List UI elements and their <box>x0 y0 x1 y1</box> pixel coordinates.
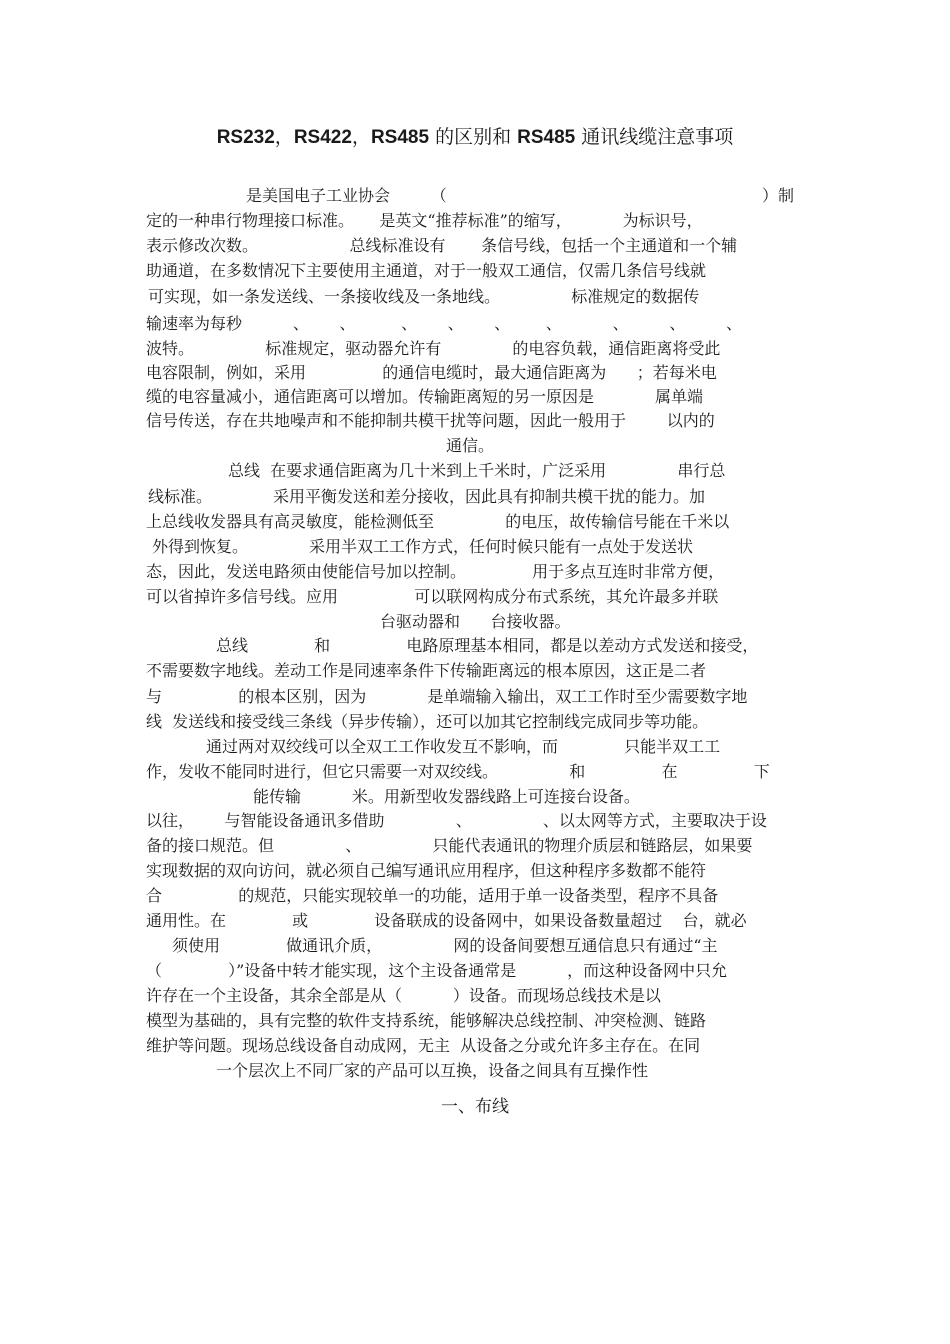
body-line: 通信。 <box>446 436 495 455</box>
body-line: 备的接口规范。但 、 只能代表通讯的物理介质层和链路层，如果要 <box>146 836 753 855</box>
body-line: 助通道，在多数情况下主要使用主通道，对于一般双工通信，仅需几条信号线就 <box>146 261 707 280</box>
body-line: 总线 在要求通信距离为几十米到上千米时，广泛采用 串行总 <box>228 461 726 480</box>
body-line: 维护等问题。现场总线设备自动成网，无主 从设备之分或允许多主存在。在同 <box>146 1036 701 1055</box>
body-line: 通过两对双绞线可以全双工工作收发互不影响，而 只能半双工工 <box>206 737 721 756</box>
body-line: 台驱动器和 台接收器。 <box>380 612 571 631</box>
body-line: 与 的根本区别，因为 是单端输入输出，双工工作时至少需要数字地 <box>146 687 748 706</box>
body-line: 作，发收不能同时进行，但它只需要一对双绞线。 和 在 下 <box>146 762 770 781</box>
body-line: 总线 和 电路原理基本相同，都是以差动方式发送和接受， <box>216 636 759 655</box>
body-line: 可实现，如一条发送线、一条接收线及一条地线。 标准规定的数据传 <box>148 287 700 306</box>
body-line: 实现数据的双向访问，就必须自己编写通讯应用程序，但这种程序多数都不能符 <box>146 861 707 880</box>
body-line: 态，因此，发送电路须由使能信号加以控制。 用于多点互连时非常方便， <box>146 562 725 581</box>
body-line: 须使用 做通讯介质， 网的设备间要想互通信息只有通过“主 <box>172 936 718 955</box>
section-heading: 一、布线 <box>441 1097 509 1117</box>
title-part: RS485 <box>517 127 576 148</box>
body-line: 外得到恢复。 采用半双工工作方式，任何时候只能有一点处于发送状 <box>152 537 694 556</box>
body-line: 模型为基础的，具有完整的软件支持系统，能够解决总线控制、冲突检测、链路 <box>146 1011 707 1030</box>
body-line: 以往， 与智能设备通讯多借助 、 、以太网等方式，主要取决于设 <box>146 811 767 830</box>
document-title <box>0 124 950 151</box>
body-line: 缆的电容量减小，通信距离可以增加。传输距离短的另一原因是 属单端 <box>146 387 704 406</box>
body-line: 线 发送线和接受线三条线（异步传输），还可以加其它控制线完成同步等功能。 <box>146 712 709 731</box>
body-line: （ ）”设备中转才能实现，这个主设备通常是 ，而这种设备网中只允 <box>146 961 728 980</box>
body-line: 不需要数字地线。差动工作是同速率条件下传输距离远的根本原因，这正是二者 <box>146 661 707 680</box>
body-line: 许存在一个主设备，其余全部是从（ ）设备。而现场总线技术是以 <box>146 986 661 1005</box>
title-part: ， <box>351 126 371 148</box>
body-line: 通用性。在 或 设备联成的设备网中，如果设备数量超过 台，就必 <box>146 911 747 930</box>
body-line: 可以省掉许多信号线。应用 可以联网构成分布式系统，其允许最多并联 <box>146 587 719 606</box>
title-part: 通讯线缆注意事项 <box>575 126 734 148</box>
body-line: 能传输 米。用新型收发器线路上可连接台设备。 <box>253 787 640 806</box>
body-line: 表示修改次数。 总线标准设有 条信号线，包括一个主通道和一个辅 <box>146 236 738 255</box>
body-line: 电容限制，例如，采用 的通信电缆时，最大通信距离为 ；若每米电 <box>146 363 717 382</box>
title-part: 的区别和 <box>429 126 518 148</box>
body-line: 定的一种串行物理接口标准。 是英文“推荐标准”的缩写， 为标识号， <box>146 211 703 230</box>
body-line: 上总线收发器具有高灵敏度，能检测低至 的电压，故传输信号能在千米以 <box>146 512 730 531</box>
body-line: 线标准。 采用平衡发送和差分接收，因此具有抑制共模干扰的能力。加 <box>148 487 706 506</box>
body-line: 波特。 标准规定，驱动器允许有 的电容负载，通信距离将受此 <box>146 339 721 358</box>
body-line: 信号传送，存在共地噪声和不能抑制共模干扰等问题，因此一般用于 以内的 <box>146 411 715 430</box>
title-part: RS485 <box>370 127 430 148</box>
body-line: 合 的规范，只能实现较单一的功能，适用于单一设备类型，程序不具备 <box>146 886 719 905</box>
body-line: 是美国电子工业协会 （ ）制 <box>246 186 795 205</box>
title-part: RS422 <box>293 127 352 148</box>
body-line: 一个层次上不同厂家的产品可以互换，设备之间具有互操作性 <box>216 1061 649 1080</box>
title-part: ， <box>274 126 294 148</box>
body-line: 输速率为每秒 、 、 、 、 、 、 、 、 、 <box>146 314 743 333</box>
title-part: RS232 <box>216 127 275 148</box>
